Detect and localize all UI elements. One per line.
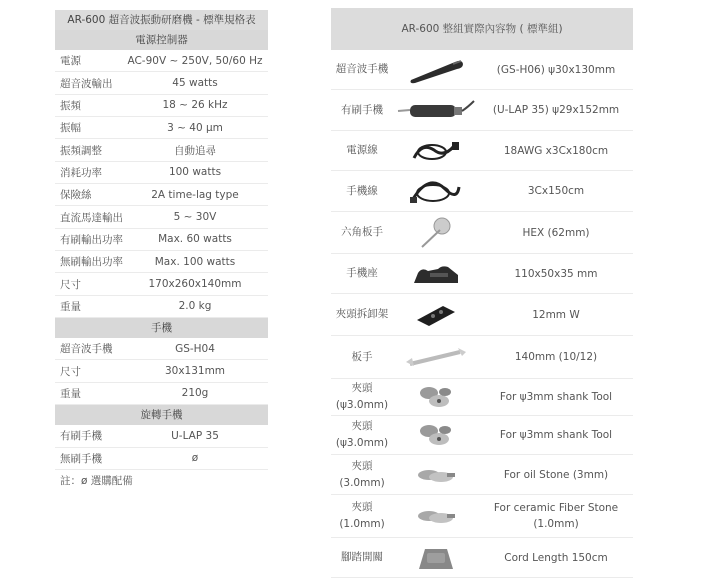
item-name: 夾頭 (ψ3.0mm) bbox=[335, 382, 389, 411]
item-name: 超音波手機 bbox=[335, 63, 389, 75]
item-spec: For ψ3mm shank Tool bbox=[499, 429, 613, 441]
collet-removal-block-icon bbox=[393, 302, 479, 328]
item-spec: 12mm W bbox=[532, 308, 580, 321]
content-item-row bbox=[331, 379, 633, 416]
spec-value: 45 watts bbox=[172, 77, 218, 90]
content-item-row bbox=[331, 416, 633, 455]
spec-value: 18 ~ 26 kHz bbox=[162, 99, 228, 112]
contents-table bbox=[331, 8, 633, 578]
handpiece-stand-icon bbox=[393, 261, 479, 287]
content-item-row bbox=[331, 538, 633, 578]
item-name: 手機線 bbox=[346, 184, 378, 197]
spec-row bbox=[55, 273, 268, 295]
spec-label: 振幅 bbox=[60, 122, 81, 135]
spec-value: Max. 100 watts bbox=[154, 255, 236, 268]
spec-table-title: AR-600 超音波振動研磨機 - 標準規格表 bbox=[55, 10, 268, 30]
item-name: 腳踏開關 bbox=[341, 551, 383, 563]
spec-label: 有刷輸出功率 bbox=[60, 233, 123, 246]
contents-table-title: AR-600 整組實際內容物 ( 標準組) bbox=[331, 8, 633, 50]
spec-label: 超音波手機 bbox=[60, 343, 113, 356]
spec-value: 自動追尋 bbox=[174, 144, 216, 157]
content-item-row bbox=[331, 212, 633, 254]
spec-label: 有刷手機 bbox=[60, 430, 102, 443]
spec-value: 30x131mm bbox=[164, 365, 226, 378]
item-spec: (U-LAP 35) ψ29x152mm bbox=[492, 104, 620, 116]
spec-value: 210g bbox=[181, 387, 209, 400]
item-spec: For oil Stone (3mm) bbox=[503, 468, 609, 481]
spec-label: 尺寸 bbox=[60, 278, 81, 291]
footnote: 註：ø 選購配備 bbox=[60, 474, 133, 487]
spec-label: 振頻 bbox=[60, 99, 81, 112]
item-spec: 140mm (10/12) bbox=[514, 351, 598, 363]
collet-icon bbox=[393, 421, 479, 449]
item-name: 夾頭拆卸架 bbox=[335, 308, 389, 320]
spec-value: AC-90V ~ 250V, 50/60 Hz bbox=[127, 54, 263, 67]
spec-table-body bbox=[55, 30, 268, 492]
foot-switch-icon bbox=[393, 543, 479, 573]
hex-wrench-icon bbox=[393, 216, 479, 250]
ultrasonic-handpiece-icon bbox=[393, 56, 479, 84]
item-spec: Cord Length 150cm bbox=[504, 551, 608, 564]
spec-row bbox=[55, 338, 268, 360]
spec-row bbox=[55, 206, 268, 228]
section-header: 手機 bbox=[55, 318, 268, 338]
content-item-row bbox=[331, 294, 633, 336]
item-name: 夾頭 (1.0mm) bbox=[339, 501, 385, 530]
collet-flat-icon bbox=[393, 504, 479, 528]
spec-row bbox=[55, 360, 268, 382]
content-item-row bbox=[331, 336, 633, 379]
power-cord-icon bbox=[393, 138, 479, 164]
item-name: 六角板手 bbox=[341, 226, 383, 238]
item-spec: For ψ3mm shank Tool bbox=[499, 391, 613, 403]
spec-label: 超音波輸出 bbox=[60, 77, 113, 90]
spec-value: 3 ~ 40 μm bbox=[167, 121, 223, 134]
content-item-row bbox=[331, 254, 633, 294]
spec-value: 2.0 kg bbox=[178, 300, 212, 313]
item-spec: 110x50x35 mm bbox=[514, 267, 598, 280]
item-name: 板手 bbox=[351, 350, 373, 363]
content-item-row bbox=[331, 171, 633, 212]
spec-value: Max. 60 watts bbox=[158, 233, 232, 246]
spec-value: 2A time-lag type bbox=[151, 188, 239, 201]
spec-label: 重量 bbox=[60, 387, 81, 400]
spec-label: 電源 bbox=[60, 55, 81, 68]
spec-label: 重量 bbox=[60, 300, 81, 313]
spec-label: 振頻調整 bbox=[60, 144, 102, 157]
spec-label: 保險絲 bbox=[60, 189, 92, 202]
spanner-icon bbox=[393, 344, 479, 370]
spec-row bbox=[55, 383, 268, 405]
spec-row bbox=[55, 50, 268, 72]
item-spec: (GS-H06) ψ30x130mm bbox=[496, 63, 616, 76]
content-item-row bbox=[331, 455, 633, 495]
contents-table-body bbox=[331, 50, 633, 578]
spec-value: U-LAP 35 bbox=[171, 429, 219, 442]
content-item-row bbox=[331, 90, 633, 131]
content-item-row bbox=[331, 495, 633, 538]
spec-label: 無刷輸出功率 bbox=[60, 256, 123, 269]
spec-row bbox=[55, 229, 268, 251]
handpiece-cable-icon bbox=[393, 177, 479, 205]
collet-flat-icon bbox=[393, 463, 479, 487]
item-spec: HEX (62mm) bbox=[522, 226, 590, 239]
spec-row bbox=[55, 425, 268, 447]
spec-label: 尺寸 bbox=[60, 365, 81, 378]
collet-icon bbox=[393, 383, 479, 411]
spec-label: 無刷手機 bbox=[60, 452, 102, 465]
spec-row bbox=[55, 184, 268, 206]
item-name: 有刷手機 bbox=[341, 103, 383, 116]
spec-row bbox=[55, 251, 268, 273]
item-spec: For ceramic Fiber Stone (1.0mm) bbox=[493, 502, 619, 530]
spec-label: 消耗功率 bbox=[60, 166, 102, 179]
section-header: 旋轉手機 bbox=[55, 405, 268, 425]
spec-value: 100 watts bbox=[168, 166, 222, 179]
section-header: 電源控制器 bbox=[55, 30, 268, 50]
spec-row bbox=[55, 296, 268, 318]
item-name: 夾頭 (ψ3.0mm) bbox=[335, 420, 389, 449]
spec-value: 5 ~ 30V bbox=[173, 211, 217, 224]
spec-row bbox=[55, 448, 268, 470]
spec-row bbox=[55, 95, 268, 117]
spec-row bbox=[55, 72, 268, 94]
spec-row bbox=[55, 117, 268, 139]
spec-value: ø bbox=[191, 452, 199, 465]
item-spec: 18AWG x3Cx180cm bbox=[503, 144, 609, 157]
spec-table bbox=[55, 10, 268, 492]
spec-label: 直流馬達輸出 bbox=[60, 211, 123, 224]
spec-row bbox=[55, 162, 268, 184]
item-name: 夾頭 (3.0mm) bbox=[339, 459, 385, 489]
content-item-row bbox=[331, 131, 633, 171]
spec-value: 170x260x140mm bbox=[148, 278, 242, 291]
item-name: 手機座 bbox=[346, 267, 378, 279]
item-name: 電源線 bbox=[346, 144, 378, 156]
content-item-row bbox=[331, 50, 633, 90]
spec-row bbox=[55, 139, 268, 161]
brushed-handpiece-icon bbox=[393, 97, 479, 123]
item-spec: 3Cx150cm bbox=[527, 185, 585, 197]
spec-value: GS-H04 bbox=[175, 342, 215, 355]
